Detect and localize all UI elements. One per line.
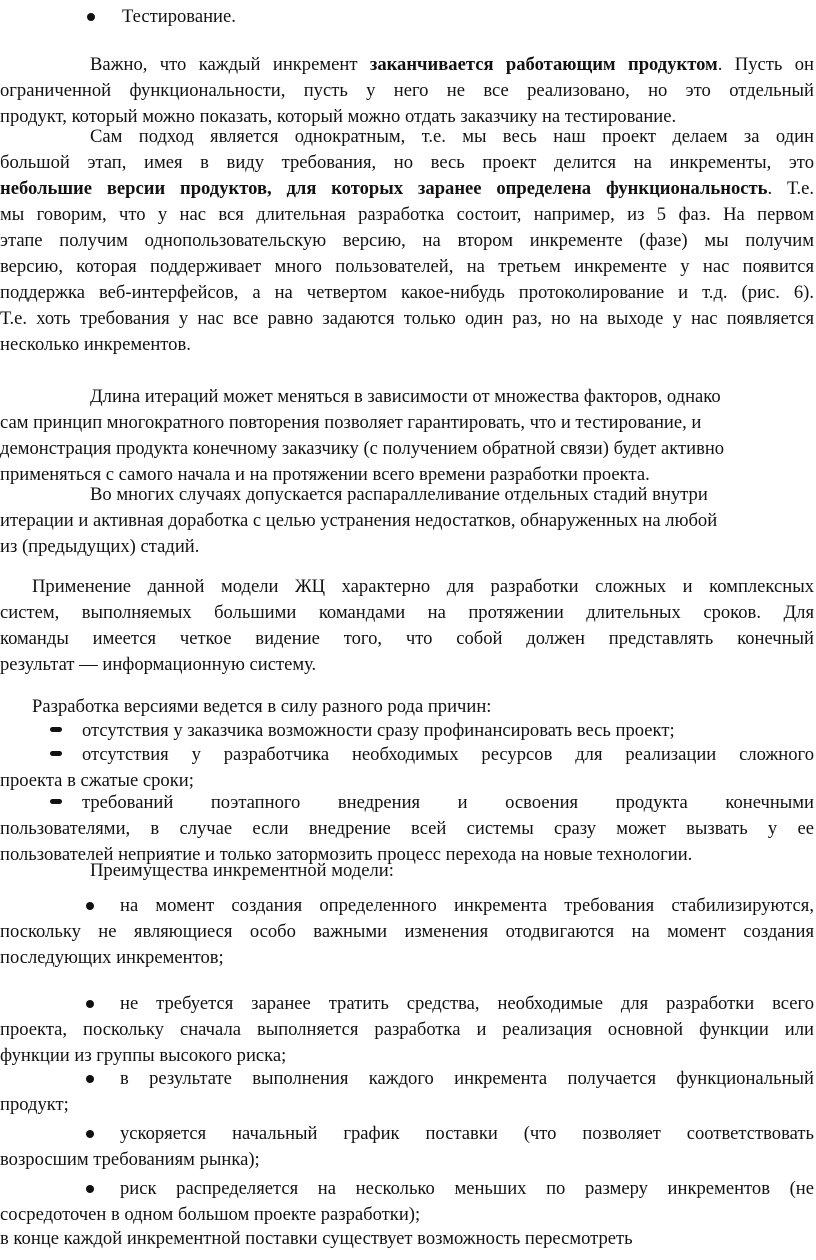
text-line: применяться с самого начала и на протяжении всего времени разработки проекта. (0, 464, 650, 485)
text-line: продукт, который можно показать, который можно отдать заказчику на тестирование. (0, 106, 677, 127)
text-line: пользователями, в случае если внедрение всей системы сразу может вызвать у ее (0, 818, 814, 839)
testing-item (122, 4, 522, 30)
paragraph-parallel (0, 482, 814, 560)
text-line: этапе получим однопользовательскую версию, на втором инкременте (фазе) мы получим (0, 230, 814, 251)
advantage-last-line (0, 1226, 814, 1252)
text-line: Во многих случаях допускается распараллеливание отдельных стадий внутри (90, 484, 708, 505)
text-line: риск распределяется на несколько меньших по размеру инкрементов (не (120, 1178, 814, 1199)
text-line: в результате выполнения каждого инкремента получается функциональный (120, 1068, 814, 1089)
text-line: не требуется заранее тратить средства, необходимые для разработки всего (120, 993, 814, 1014)
text-line: поскольку не являющиеся особо важными изменения отодвигаются на момент создания (0, 921, 814, 942)
text-line: ограниченной функциональности, пусть у него не все реализовано, но это отдельный (0, 80, 814, 101)
paragraph-increment-product (0, 52, 814, 130)
bold-text: заканчивается работающим продуктом (369, 54, 718, 75)
bold-text: небольшие версии продуктов, для которых заранее определена функциональность (0, 178, 768, 199)
text-line: результат — информационную систему. (0, 654, 317, 675)
text-line: возросшим требованиям рынка); (0, 1149, 260, 1170)
text-line: Сам подход является однократным, т.е. мы весь наш проект делаем за один (90, 126, 814, 147)
text-line: функции из группы высокого риска; (0, 1045, 287, 1066)
text-run: . Пусть он (717, 54, 814, 75)
text-line (0, 176, 814, 202)
text-line: проекта, поскольку сначала выполняется разработка и реализация основной функции или (0, 1019, 814, 1040)
text-line: Применение данной модели ЖЦ характерно для разработки сложных и комплексных (32, 576, 814, 597)
advantage-item (0, 991, 814, 1069)
text-line: проекта в сжатые сроки; (0, 770, 194, 791)
paragraph-approach (0, 124, 814, 358)
reason-item (0, 790, 814, 868)
text-line: демонстрация продукта конечному заказчику (с получением обратной связи) будет активно (0, 438, 725, 459)
text-line: пользователей неприятие и только затормозить процесс перехода на новые технологии. (0, 844, 693, 865)
paragraph-model-usage (0, 574, 814, 678)
text-line: Длина итераций может меняться в зависимости от множества факторов, однако (90, 386, 721, 407)
text-line: мы говорим, что у нас вся длительная разработка состоит, например, из 5 фаз. На первом (0, 204, 814, 225)
text-line: Преимущества инкрементной модели: (90, 860, 394, 881)
text-line: Т.е. хоть требования у нас все равно задаются только один раз, но на выходе у нас появляется (0, 308, 814, 329)
text-line: последующих инкрементов; (0, 947, 224, 968)
advantages-title (0, 858, 814, 884)
reason-item (82, 718, 782, 744)
text-line: ускоряется начальный график поставки (что позволяет соответствовать (120, 1123, 814, 1144)
text-line: в конце каждой инкрементной поставки существует возможность пересмотреть (0, 1228, 633, 1249)
text-run: . Т.е. (767, 178, 815, 199)
text-line (0, 52, 814, 78)
advantage-item (0, 1176, 814, 1228)
paragraph-iteration-length (0, 384, 814, 488)
text-line: сам принцип многократного повторения позволяет гарантировать, что и тестирование, и (0, 412, 702, 433)
text-line: Разработка версиями ведется в силу разного рода причин: (32, 696, 492, 717)
advantage-item (0, 1121, 814, 1173)
advantage-item (0, 1066, 814, 1118)
reason-item (0, 742, 814, 794)
text-line: отсутствия у разработчика необходимых ресурсов для реализации сложного (82, 744, 814, 765)
list-item-text: Тестирование. (122, 6, 236, 27)
text-line: из (предыдущих) стадий. (0, 536, 200, 557)
text-line: большой этап, имея в виду требования, но весь проект делится на инкременты, это (0, 152, 814, 173)
text-line: команды имеется четкое видение того, что собой должен представлять конечный (0, 628, 814, 649)
text-line: продукт; (0, 1094, 69, 1115)
bullet-icon (87, 13, 95, 21)
text-line: отсутствия у заказчика возможности сразу профинансировать весь проект; (82, 720, 675, 741)
text-line: итерации и активная доработка с целью устранения недостатков, обнаруженных на любой (0, 510, 718, 531)
text-line: на момент создания определенного инкремента требования стабилизируются, (120, 895, 814, 916)
text-line: версию, которая поддерживает много пользователей, на третьем инкременте у нас появится (0, 256, 814, 277)
text-run: Важно, что каждый инкремент (90, 54, 370, 75)
advantage-item (0, 893, 814, 971)
text-line: несколько инкрементов. (0, 334, 191, 355)
text-line: поддержка веб-интерфейсов, а на четвертом какое-нибудь протоколирование и т.д. (рис. 6). (0, 282, 814, 303)
versions-intro (0, 694, 814, 720)
text-line: требований поэтапного внедрения и освоения продукта конечными (82, 792, 814, 813)
text-line: систем, выполняемых большими командами на протяжении длительных сроков. Для (0, 602, 814, 623)
text-line: сосредоточен в одном большом проекте разработки); (0, 1204, 421, 1225)
dash-bullet-icon (50, 727, 62, 732)
